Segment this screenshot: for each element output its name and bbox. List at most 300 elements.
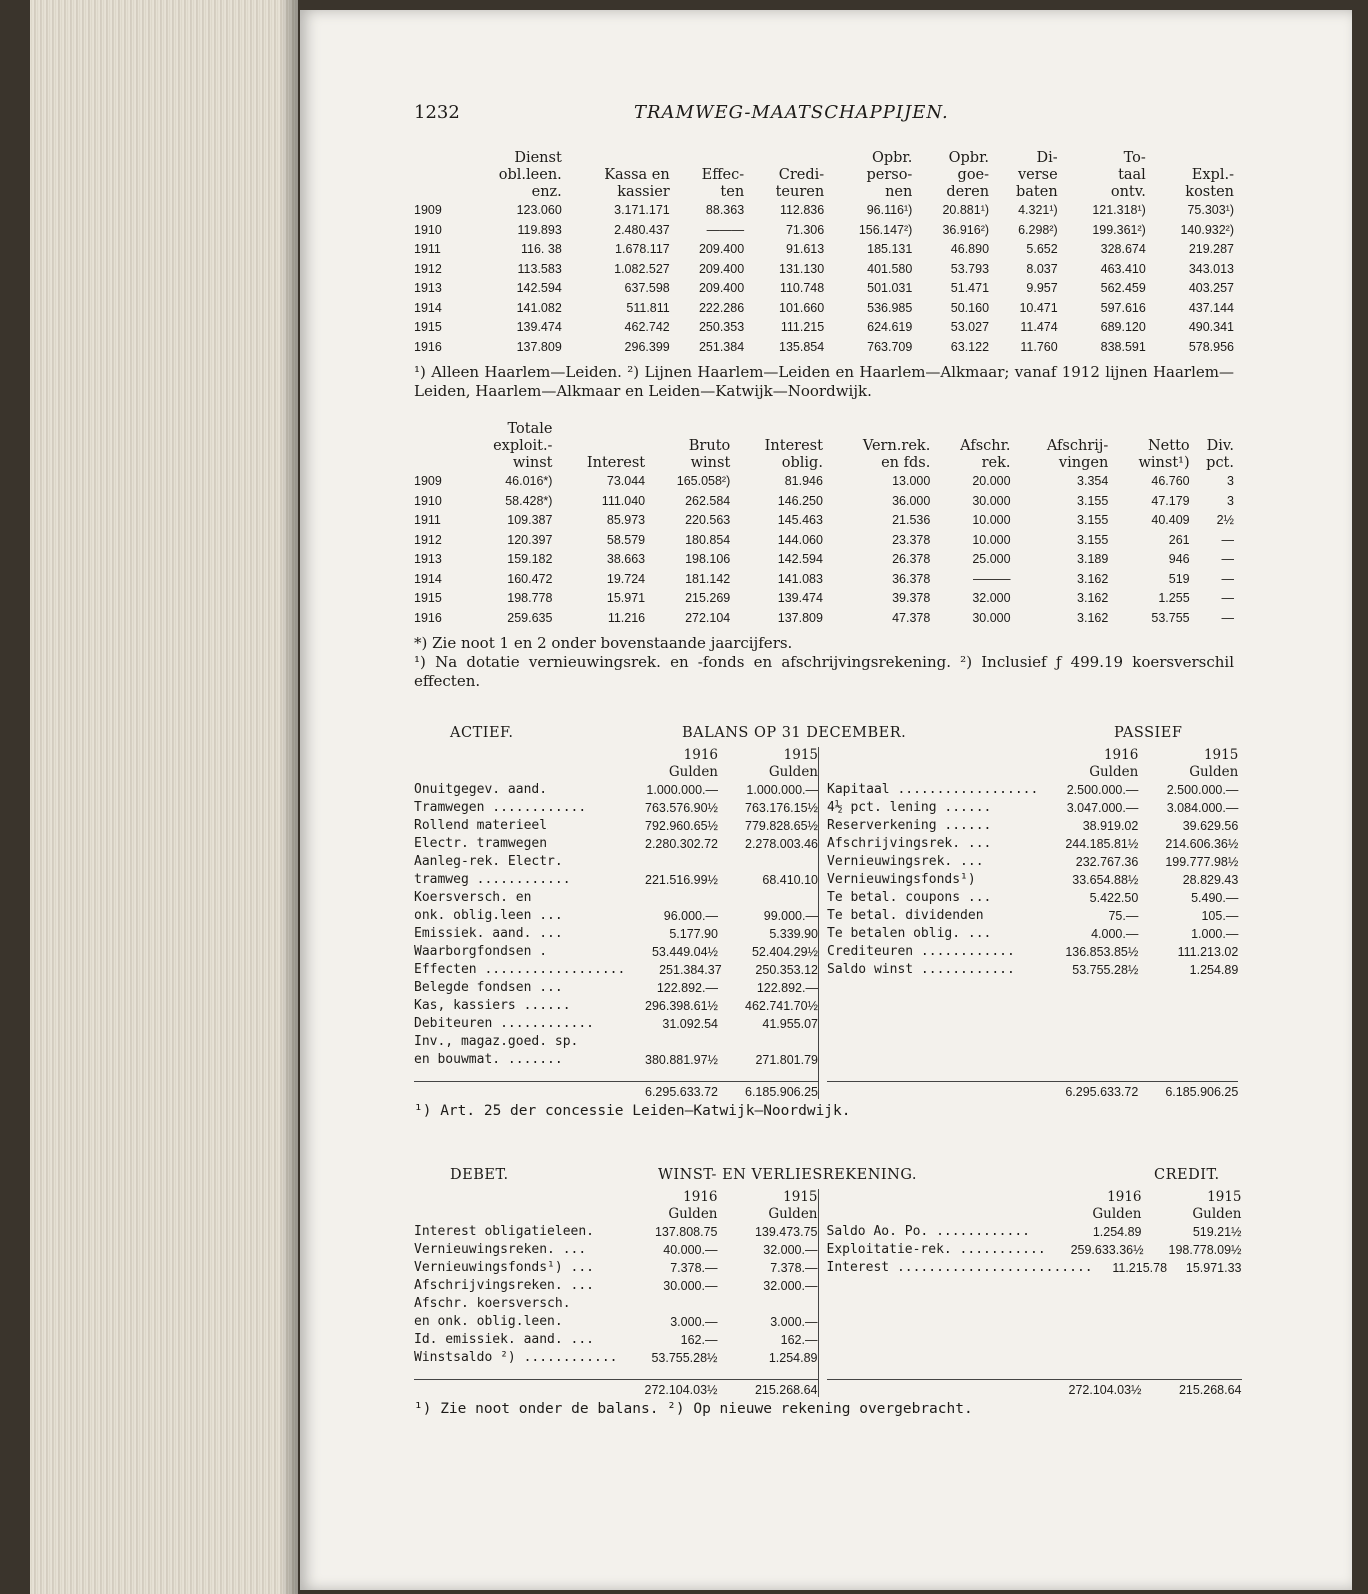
table-cell: 3.155 xyxy=(1077,532,1109,547)
value-1916: 1.000.000.— xyxy=(646,783,718,797)
table-cell: 562.459 xyxy=(1100,281,1146,295)
table-cell: 343.013 xyxy=(1188,261,1234,276)
table-cell: 328.674 xyxy=(1100,242,1146,256)
row-label: Afschrijvingsrek. ... xyxy=(827,836,992,851)
row-label: Belegde fondsen ... xyxy=(414,980,563,995)
table-cell: 185.131 xyxy=(867,242,913,256)
ledger-row xyxy=(827,781,1238,799)
value-1916: 244.185.81½ xyxy=(1065,837,1139,851)
table-cell: 437.144 xyxy=(1188,300,1234,315)
profit-loss-account xyxy=(414,1167,1242,1417)
table-cell: 139.474 xyxy=(777,591,823,605)
table-cell: 30.000 xyxy=(972,493,1011,508)
credit-heading: CREDIT. xyxy=(1154,1167,1220,1183)
column-header: Bruto winst xyxy=(688,438,731,471)
actief-column xyxy=(414,747,819,1099)
table-cell: 120.397 xyxy=(507,532,553,547)
row-label: Id. emissiek. aand. ... xyxy=(414,1332,595,1347)
table-cell: 13.000 xyxy=(892,474,931,488)
table-cell: 838.591 xyxy=(1100,339,1146,354)
table-cell: 624.619 xyxy=(867,320,913,334)
table-cell: 11.474 xyxy=(1020,320,1058,334)
table-row xyxy=(414,531,1234,551)
table-cell: 763.709 xyxy=(867,339,913,354)
value-1915: 162.— xyxy=(780,1333,818,1347)
table-cell: 146.250 xyxy=(777,493,823,508)
column-header: Vern.rek. en fds. xyxy=(862,438,931,471)
table-cell: 1.082.527 xyxy=(614,261,670,276)
column-header: Dienst obl.leen. enz. xyxy=(498,150,562,200)
table-cell: 261 xyxy=(1168,532,1190,547)
table-cell: 101.660 xyxy=(779,300,825,315)
year-cell: 1916 xyxy=(414,610,442,625)
table-cell: 403.257 xyxy=(1188,281,1234,295)
table-cell: 58.428*) xyxy=(505,493,553,508)
table-cell: 20.000 xyxy=(972,474,1011,488)
value-1916 xyxy=(618,853,718,871)
table-cell: 96.116¹) xyxy=(866,203,913,217)
table-cell: 10.000 xyxy=(972,532,1011,547)
row-label: Inv., magaz.goed. sp. xyxy=(414,1034,579,1049)
ledger-row xyxy=(414,1259,818,1277)
table-cell: 58.579 xyxy=(606,532,646,547)
table-cell: 462.742 xyxy=(624,320,670,334)
value-1915: 250.353.12 xyxy=(755,963,818,977)
column-header: Totale exploit.- winst xyxy=(493,421,553,471)
value-1915: 5.490.— xyxy=(1191,891,1239,905)
table-cell: 116. 38 xyxy=(521,242,562,256)
table-cell: 119.893 xyxy=(517,222,562,237)
table-cell: 296.399 xyxy=(624,339,670,354)
year-cell: 1913 xyxy=(414,552,442,566)
value-1915: 763.176.15½ xyxy=(745,801,818,815)
table-cell: 209.400 xyxy=(698,242,745,256)
column-header xyxy=(414,150,458,201)
value-1915: 39.629.56 xyxy=(1182,819,1239,833)
row-label: Interest obligatieleen. xyxy=(414,1224,595,1239)
value-1916: 53.755.28½ xyxy=(651,1351,718,1365)
row-label: Kas, kassiers ...... xyxy=(414,998,571,1013)
ledger-row xyxy=(414,1349,818,1367)
table-cell: 40.409 xyxy=(1151,513,1190,527)
value-1916 xyxy=(618,1295,718,1313)
table-cell: 3.162 xyxy=(1077,610,1109,625)
ledger-row xyxy=(414,1033,818,1051)
value-1916: 221.516.99½ xyxy=(645,873,718,887)
table-cell: 81.946 xyxy=(784,474,823,488)
ledger-row xyxy=(414,781,818,799)
row-label: Te betalen oblig. ... xyxy=(827,926,992,941)
passief-column xyxy=(819,747,1238,1099)
debet-totals xyxy=(414,1379,818,1397)
page-edges xyxy=(30,0,298,1594)
table-cell: ——— xyxy=(706,222,745,237)
ledger-row xyxy=(827,817,1238,835)
value-1915: 1.254.89 xyxy=(768,1351,818,1365)
value-1915: 214.606.36½ xyxy=(1165,837,1239,851)
year-cell: 1910 xyxy=(414,222,442,237)
table-cell: 36.000 xyxy=(892,493,931,508)
column-header: Effec- ten xyxy=(701,167,745,200)
row-label: Rollend materieel xyxy=(414,818,548,833)
ledger-row xyxy=(414,799,818,817)
table-cell: — xyxy=(1221,552,1234,566)
page-number: 1232 xyxy=(414,102,460,123)
row-label: Vernieuwingsfonds¹) xyxy=(827,872,976,887)
row-label: Te betal. dividenden xyxy=(827,908,984,923)
value-1915: 5.339.90 xyxy=(769,927,818,941)
ledger-row xyxy=(414,943,818,961)
year-cell: 1914 xyxy=(414,300,442,315)
row-label: Vernieuwingsreken. ... xyxy=(414,1242,587,1257)
ledger-row xyxy=(414,1015,818,1033)
ledger-row xyxy=(827,907,1238,925)
value-1916: 3.000.— xyxy=(670,1315,718,1329)
table-cell: 11.216 xyxy=(607,610,646,625)
pl-heading xyxy=(414,1167,1234,1189)
table-row xyxy=(414,240,1234,260)
value-1916: 5.177.90 xyxy=(669,927,718,941)
row-label: onk. oblig.leen ... xyxy=(414,908,563,923)
table-cell: 53.027 xyxy=(950,320,990,334)
table2-footnote-1: *) Zie noot 1 en 2 onder bovenstaande jaarcijfers. xyxy=(414,634,793,652)
passief-totals xyxy=(827,1081,1238,1099)
table-cell: 73.044 xyxy=(606,474,646,488)
year-cell: 1912 xyxy=(414,532,442,547)
value-1915: 519.21½ xyxy=(1192,1225,1242,1239)
ledger-row xyxy=(827,925,1238,943)
ledger-row xyxy=(414,1223,818,1241)
table-cell: 198.778 xyxy=(507,591,553,605)
value-1916: 75.— xyxy=(1108,909,1139,923)
yearly-figures-table xyxy=(414,150,1234,401)
value-1916: 38.919.02 xyxy=(1082,819,1139,833)
table-cell: 180.854 xyxy=(685,532,731,547)
table-cell: 50.160 xyxy=(950,300,990,315)
ledger-row xyxy=(414,871,818,889)
year-1915: 1915 Gulden xyxy=(768,1189,818,1222)
total-1916: 6.295.633.72 xyxy=(1065,1085,1139,1099)
table-cell: 2½ xyxy=(1216,513,1234,527)
table-cell: 220.563 xyxy=(685,513,731,527)
row-label: Reserverkening ...... xyxy=(827,818,992,833)
balance-sheet xyxy=(414,725,1239,1119)
pl-title: WINST- EN VERLIESREKENING. xyxy=(658,1167,917,1183)
table-cell: 51.471 xyxy=(950,281,990,295)
value-1915: 1.000.000.— xyxy=(746,783,818,797)
table-cell: 140.932²) xyxy=(1180,222,1234,237)
year-1915: 1915 Gulden xyxy=(768,747,818,780)
value-1915: 99.000.— xyxy=(763,909,818,923)
table-cell: 113.583 xyxy=(517,261,562,276)
table-cell: 501.031 xyxy=(867,281,913,295)
ledger-row xyxy=(414,1313,818,1331)
row-label: Interest ......................... xyxy=(826,1260,1093,1275)
year-headings xyxy=(414,1189,818,1223)
table-cell: 137.809 xyxy=(777,610,823,625)
value-1916: 11.215.78 xyxy=(1112,1261,1168,1275)
value-1916: 792.960.65½ xyxy=(645,819,718,833)
value-1915: 28.829.43 xyxy=(1182,873,1239,887)
table-row xyxy=(414,260,1234,280)
year-1916: 1916 Gulden xyxy=(668,747,718,780)
table-cell: 209.400 xyxy=(698,261,745,276)
actief-totals xyxy=(414,1081,818,1099)
value-1916: 30.000.— xyxy=(663,1279,718,1293)
table-cell: 219.287 xyxy=(1188,242,1234,256)
table-cell: 131.130 xyxy=(779,261,825,276)
table-cell: 3.189 xyxy=(1077,552,1109,566)
table-cell: 20.881¹) xyxy=(942,203,990,217)
column-header: Credi- teuren xyxy=(775,167,825,200)
table-cell: 159.182 xyxy=(507,552,553,566)
value-1916: 2.500.000.— xyxy=(1066,783,1139,797)
total-1916: 6.295.633.72 xyxy=(645,1085,718,1099)
table-cell: 75.303¹) xyxy=(1187,203,1234,217)
value-1915: 199.777.98½ xyxy=(1165,855,1239,869)
value-1916: 137.808.75 xyxy=(654,1225,718,1239)
table-cell: 63.122 xyxy=(950,339,990,354)
pl-footnote: ¹) Zie noot onder de balans. ²) Op nieuwe rekening overgebracht. xyxy=(414,1401,973,1417)
table-cell: 8.037 xyxy=(1026,261,1058,276)
column-header: Afschrij- vingen xyxy=(1046,438,1109,471)
column-header: Opbr. goe- deren xyxy=(946,150,990,200)
table-cell: 3.162 xyxy=(1077,571,1109,586)
value-1916: 162.— xyxy=(680,1333,718,1347)
year-cell: 1916 xyxy=(414,339,442,354)
row-label: Saldo Ao. Po. ............ xyxy=(826,1224,1030,1239)
table-cell: 36.916²) xyxy=(942,222,990,237)
value-1915 xyxy=(718,853,818,871)
column-header: Kassa en kassier xyxy=(604,167,670,200)
table-cell: 511.811 xyxy=(626,300,670,315)
table-cell: — xyxy=(1221,591,1234,605)
table-cell: 88.363 xyxy=(705,203,745,217)
table-row xyxy=(414,201,1234,221)
ledger-row xyxy=(414,835,818,853)
actief-heading: ACTIEF. xyxy=(450,725,514,741)
value-1915 xyxy=(718,1033,818,1051)
ledger-row xyxy=(414,1331,818,1349)
value-1916: 1.254.89 xyxy=(1092,1225,1142,1239)
value-1916: 380.881.97½ xyxy=(645,1053,718,1067)
table-cell: 272.104 xyxy=(685,610,731,625)
value-1915: 32.000.— xyxy=(763,1279,818,1293)
row-label: Winstsaldo ²) ............ xyxy=(414,1350,618,1365)
table-cell: 262.584 xyxy=(685,493,731,508)
column-header: Afschr. rek. xyxy=(960,438,1011,471)
value-1916: 53.755.28½ xyxy=(1072,963,1139,977)
value-1915: 3.084.000.— xyxy=(1166,801,1239,815)
total-1916: 272.104.03½ xyxy=(644,1383,718,1397)
row-label: Tramwegen ............ xyxy=(414,800,587,815)
table-cell: 215.269 xyxy=(685,591,731,605)
table-header-row xyxy=(414,150,1234,201)
table-cell: 3 xyxy=(1227,493,1234,508)
year-cell: 1914 xyxy=(414,571,442,586)
table-header-row xyxy=(414,421,1234,472)
table-cell: 15.971 xyxy=(606,591,646,605)
table-cell: 160.472 xyxy=(507,571,553,586)
value-1915: 15.971.33 xyxy=(1185,1261,1242,1275)
row-label: Emissiek. aand. ... xyxy=(414,926,563,941)
balance-title: BALANS OP 31 DECEMBER. xyxy=(682,725,907,741)
table-cell: 47.378 xyxy=(892,610,931,625)
value-1915: 68.410.10 xyxy=(762,873,818,887)
ledger-row xyxy=(827,799,1238,817)
balance-footnote: ¹) Art. 25 der concessie Leiden—Katwijk—Noordwijk. xyxy=(414,1103,851,1119)
table-cell: 39.378 xyxy=(892,591,931,605)
value-1915 xyxy=(718,889,818,907)
table-cell: 3.155 xyxy=(1077,513,1109,527)
table-row xyxy=(414,279,1234,299)
table-cell: 111.215 xyxy=(780,320,825,334)
value-1916: 2.280.302.72 xyxy=(645,837,718,851)
table-cell: 1.255 xyxy=(1158,591,1190,605)
row-label: 4½ pct. lening ...... xyxy=(827,800,992,815)
column-header: Netto winst¹) xyxy=(1138,438,1190,471)
value-1916: 33.654.88½ xyxy=(1072,873,1139,887)
value-1915: 32.000.— xyxy=(763,1243,818,1257)
total-1915: 215.268.64 xyxy=(754,1383,818,1397)
table-cell: 3.171.171 xyxy=(614,203,670,217)
ledger-row xyxy=(414,1277,818,1295)
table-cell: 259.635 xyxy=(507,610,553,625)
value-1915: 2.278.003.46 xyxy=(745,837,818,851)
year-cell: 1909 xyxy=(414,203,442,217)
table-cell: 199.361²) xyxy=(1092,222,1146,237)
column-header: Expl.- kosten xyxy=(1185,167,1234,200)
value-1915: 139.473.75 xyxy=(754,1225,818,1239)
table-cell: 36.378 xyxy=(892,571,931,586)
row-label: Afschrijvingsreken. ... xyxy=(414,1278,595,1293)
table-cell: 490.341 xyxy=(1188,320,1234,334)
row-label: Onuitgegev. aand. xyxy=(414,782,548,797)
ledger-row xyxy=(414,1051,818,1069)
value-1915 xyxy=(718,1295,818,1313)
ledger-row xyxy=(827,853,1238,871)
row-label: Kapitaal .................. xyxy=(827,782,1039,797)
table-cell: 209.400 xyxy=(698,281,745,295)
table-cell: 109.387 xyxy=(507,513,553,527)
table-cell: 463.410 xyxy=(1100,261,1146,276)
value-1915: 105.— xyxy=(1201,909,1239,923)
year-cell: 1909 xyxy=(414,474,442,488)
table-cell: 637.598 xyxy=(624,281,670,295)
page-title: TRAMWEG-MAATSCHAPPIJEN. xyxy=(634,102,949,123)
table-cell: 71.306 xyxy=(785,222,825,237)
row-label: Crediteuren ............ xyxy=(827,944,1015,959)
running-header xyxy=(414,102,1234,136)
column-header: To- taal ontv. xyxy=(1110,150,1146,200)
table2-footnote-2: ¹) Na dotatie vernieuwingsrek. en -fonds en afschrijvingsrekening. ²) Inclusief ƒ 499.19 koersverschil effecten. xyxy=(414,653,1234,690)
ledger-row xyxy=(827,889,1238,907)
table-cell: 3.162 xyxy=(1077,591,1109,605)
profit-table xyxy=(414,421,1234,691)
table-cell: 144.060 xyxy=(777,532,823,547)
row-label: en bouwmat. ....... xyxy=(414,1052,563,1067)
column-header: Div. pct. xyxy=(1206,438,1234,471)
column-header: Interest xyxy=(586,455,646,471)
value-1916: 96.000.— xyxy=(663,909,718,923)
value-1916: 5.422.50 xyxy=(1089,891,1139,905)
ledger-row xyxy=(827,961,1238,979)
value-1915: 52.404.29½ xyxy=(751,945,818,959)
column-header xyxy=(414,421,458,472)
table-cell: 10.471 xyxy=(1019,300,1058,315)
year-cell: 1915 xyxy=(414,591,442,605)
year-1916: 1916 Gulden xyxy=(668,1189,718,1222)
year-cell: 1912 xyxy=(414,261,442,276)
table-cell: 53.755 xyxy=(1151,610,1190,625)
table-cell: 250.353 xyxy=(698,320,745,334)
table-cell: 47.179 xyxy=(1151,493,1190,508)
table-cell: 19.724 xyxy=(606,571,646,586)
value-1916: 7.378.— xyxy=(670,1261,718,1275)
row-label: Exploitatie-rek. ........... xyxy=(826,1242,1046,1257)
table-cell: 251.384 xyxy=(698,339,745,354)
table-cell: 32.000 xyxy=(972,591,1011,605)
table-cell: 4.321¹) xyxy=(1018,203,1058,217)
book-page xyxy=(300,10,1352,1590)
value-1916: 296.398.61½ xyxy=(645,999,718,1013)
year-cell: 1915 xyxy=(414,320,442,334)
debet-column xyxy=(414,1189,819,1397)
page-content xyxy=(414,102,1242,1417)
table-cell: 578.956 xyxy=(1188,339,1234,354)
row-label: Afschr. koersversch. xyxy=(414,1296,571,1311)
ledger-row xyxy=(414,853,818,871)
table-cell: 5.652 xyxy=(1026,242,1058,256)
ledger-row xyxy=(827,1259,1242,1277)
table-row xyxy=(414,550,1234,570)
column-header: Interest oblig. xyxy=(764,438,823,471)
table-row xyxy=(414,589,1234,609)
year-cell: 1910 xyxy=(414,493,442,508)
value-1915: 271.801.79 xyxy=(755,1053,818,1067)
value-1915: 122.892.— xyxy=(756,981,818,995)
table-cell: — xyxy=(1221,571,1234,586)
value-1915: 1.254.89 xyxy=(1189,963,1239,977)
value-1915: 779.828.65½ xyxy=(745,819,818,833)
table-cell: 91.613 xyxy=(785,242,825,256)
table-cell: 30.000 xyxy=(972,610,1011,625)
total-1916: 272.104.03½ xyxy=(1068,1383,1142,1397)
table-cell: 23.378 xyxy=(892,532,931,547)
table-cell: 946 xyxy=(1168,552,1190,566)
debet-heading: DEBET. xyxy=(450,1167,509,1183)
table-cell: 53.793 xyxy=(950,261,990,276)
row-label: Electr. tramwegen xyxy=(414,836,548,851)
table-row xyxy=(414,221,1234,241)
year-headings xyxy=(827,747,1238,781)
value-1916: 763.576.90½ xyxy=(645,801,718,815)
row-label: Aanleg-rek. Electr. xyxy=(414,854,563,869)
value-1915: 198.778.09½ xyxy=(1168,1243,1242,1257)
value-1916: 3.047.000.— xyxy=(1066,801,1139,815)
total-1915: 6.185.906.25 xyxy=(1165,1085,1239,1099)
table-cell: 3.155 xyxy=(1077,493,1109,508)
table-cell: 123.060 xyxy=(516,203,562,217)
year-1916: 1916 Gulden xyxy=(1089,747,1139,780)
ledger-row xyxy=(827,871,1238,889)
row-label: Te betal. coupons ... xyxy=(827,890,992,905)
value-1916: 40.000.— xyxy=(663,1243,718,1257)
value-1915: 462.741.70½ xyxy=(745,999,818,1013)
ledger-row xyxy=(414,979,818,997)
table-cell: 38.663 xyxy=(606,552,646,566)
year-headings xyxy=(414,747,818,781)
